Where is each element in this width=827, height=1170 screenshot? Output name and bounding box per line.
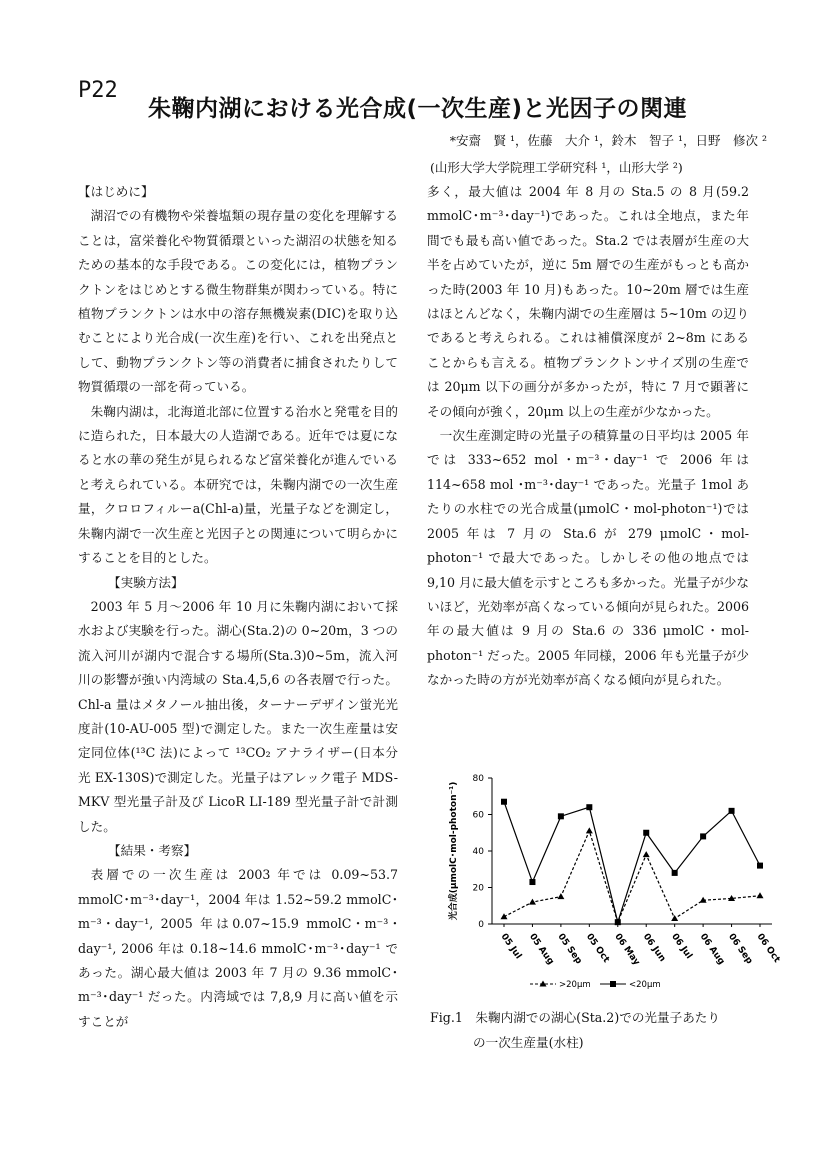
- caption-line-2: の一次生産量(水柱): [473, 1035, 584, 1050]
- x-tick-label: 06 Oct: [754, 931, 782, 965]
- data-point-square: [615, 919, 621, 925]
- paragraph: 多く，最大値は 2004 年 8 月の Sta.5 の 8 月(59.2 mmolC･m⁻³･day⁻¹)であった。これは全地点，また年間でも最も高い値であった。Sta.2 では表層が生産の大半を占めていたが，逆に 5m 層での生産がもっとも高かった時(2003 年 10 月)もあった。10~20m 層では生産はほとんどなく，朱鞠内湖での生産層は 5~10m の辺りであると考えられる。これは補償深度が 2~8m にあることからも言える。植物プランクトンサイズ別の生産では 20μm 以下の画分が多かったが，特に 7 月で顕著にその傾向が強く，20μm 以上の生産が少なかった。: [427, 184, 749, 419]
- paragraph: 表層での一次生産は 2003 年では 0.09~53.7 mmolC･m⁻³･day⁻¹，2004 年は 1.52~59.2 mmolC･m⁻³･day⁻¹, 2005 年は0.07~15.9 mmolC･m⁻³･day⁻¹, 2006 年は 0.18~14.6 mmolC･m⁻³･day⁻¹ であった。湖心最大値は 2003 年 7 月の 9.36 mmolC･m⁻³･day⁻¹ だった。内湾域では 7,8,9 月に高い値を示すことが: [78, 867, 398, 1029]
- data-point-triangle: [643, 851, 650, 857]
- y-tick-label: 40: [472, 847, 484, 857]
- y-tick-label: 80: [472, 774, 484, 784]
- data-point-square: [529, 879, 535, 885]
- data-point-square: [729, 808, 735, 814]
- section-heading: 【結果・考察】: [108, 842, 197, 858]
- data-point-square: [501, 799, 507, 805]
- data-point-square: [757, 863, 763, 869]
- legend-label: >20μm: [559, 980, 591, 990]
- data-point-square: [672, 870, 678, 876]
- legend-marker-square: [610, 981, 616, 987]
- paper-title: 朱鞠内湖における光合成(一次生産)と光因子の関連: [148, 96, 688, 122]
- data-point-square: [700, 833, 706, 839]
- x-tick-label: 05 Aug: [526, 931, 556, 967]
- figure-caption: [430, 1005, 760, 1055]
- caption-line-1: Fig.1 朱鞠内湖での湖心(Sta.2)での光量子あたり: [430, 1010, 720, 1025]
- y-tick-label: 20: [472, 883, 484, 894]
- paragraph: 一次生産測定時の光量子の積算量の日平均は 2005 年では 333~652 mol ･m⁻³･day⁻¹ で 2006 年は 114~658 mol ･m⁻³･day⁻¹ であった。光量子 1mol あたりの水柱での光合成量(μmolC・mol-photon⁻¹)では 2005 年は 7 月の Sta.6 が 279 μmolC・mol-photon⁻¹ で最大であった。しかしその他の地点では 9,10 月に最大値を示すところも多かった。光量子が少ないほど，光効率が高くなっている傾向が見られた。2006 年の最大値は 9 月の Sta.6 の 336 μmolC・mol-photon⁻¹ だった。2005 年同様，2006 年も光量子が少なかった時の方が光効率が高くなる傾向が見られた。: [427, 428, 749, 688]
- data-point-triangle: [671, 915, 678, 921]
- data-point-triangle: [529, 899, 536, 905]
- y-tick-label: 0: [478, 920, 484, 930]
- paragraph: 2003 年 5 月～2006 年 10 月に朱鞠内湖において採水および実験を行った。湖心(Sta.2)の 0~20m，3 つの流入河川が湖内で混合する場所(Sta.3)0~5m，流入河川の影響が強い内湾域の Sta.4,5,6 の各表層で行った。Chl-a 量はメタノール抽出後，ターナーデザイン蛍光光度計(10-AU-005 型)で測定した。また一次生産量は安定同位体(¹³C 法)によって ¹³CO₂ アナライザー(日本分光 EX-130S)で測定した。光量子はアレック電子 MDS-MKV 型光量子計及び LicoR LI-189 型光量子計で計測した。: [78, 598, 398, 834]
- y-axis-label: 光合成(μmolC･mol-photon⁻¹): [449, 781, 459, 921]
- data-point-square: [558, 813, 564, 819]
- x-tick-label: 06 Sep: [726, 931, 755, 967]
- data-point-triangle: [557, 893, 564, 899]
- section-heading: 【実験方法】: [108, 574, 184, 590]
- right-column: [427, 180, 749, 693]
- x-tick-label: 06 Jun: [640, 931, 668, 964]
- x-tick-label: 05 Jul: [498, 931, 524, 962]
- data-point-square: [643, 830, 649, 836]
- x-tick-label: 06 May: [612, 931, 642, 968]
- authors: *安齋 賢 ¹，佐藤 大介 ¹，鈴木 智子 ¹，日野 修次 ²: [449, 133, 767, 148]
- page-label: P22: [78, 78, 118, 103]
- legend-label: <20μm: [629, 980, 661, 990]
- x-tick-label: 06 Aug: [697, 931, 727, 967]
- section-heading: 【はじめに】: [78, 184, 154, 199]
- figure-1-chart: [432, 770, 790, 1000]
- x-tick-label: 05 Sep: [555, 931, 584, 967]
- data-point-triangle: [586, 827, 593, 833]
- x-tick-label: 06 Jul: [669, 931, 694, 962]
- paragraph: 朱鞠内湖は，北海道北部に位置する治水と発電を目的に造られた，日本最大の人造湖である。近年では夏になると水の華の発生が見られるなど富栄養化が進んでいると考えられている。本研究では，朱鞠内湖での一次生産量，クロロフィルーa(Chl-a)量，光量子などを測定し，朱鞠内湖で一次生産と光因子との関連について明らかにすることを目的とした。: [78, 403, 398, 566]
- x-tick-label: 05 Oct: [583, 931, 611, 965]
- data-point-square: [586, 804, 592, 810]
- affiliations: (山形大学大学院理工学研究科 ¹，山形大学 ²): [430, 160, 683, 175]
- data-point-triangle: [501, 913, 508, 919]
- left-column: [78, 180, 398, 1034]
- series-line-2: [504, 802, 760, 922]
- paragraph: 湖沼での有機物や栄養塩類の現存量の変化を理解することは，富栄養化や物質循環といった湖沼の状態を知るための基本的な手段である。この変化には，植物プランクトンをはじめとする微生物群集が関わっている。特に植物プランクトンは水中の溶存無機炭素(DIC)を取り込むことにより光合成(一次生産)を行い、これを出発点として、動物プランクトン等の消費者に捕食されたりして物質循環の一部を荷っている。: [78, 208, 398, 395]
- y-tick-label: 60: [472, 810, 484, 821]
- data-point-triangle: [757, 892, 764, 898]
